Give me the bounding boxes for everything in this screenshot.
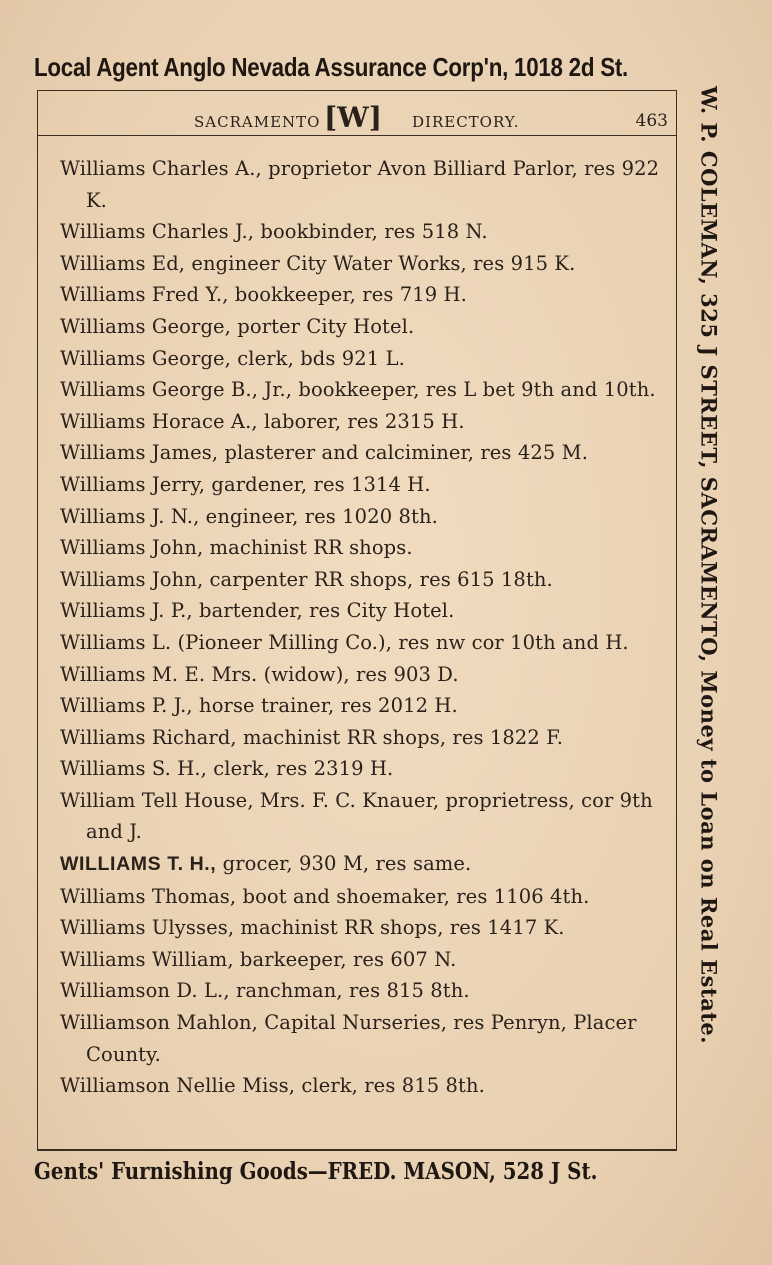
- directory-entry: Williams Charles J., bookbinder, res 518 N.: [60, 220, 488, 244]
- directory-entry: Williams J. N., engineer, res 1020 8th.: [60, 504, 438, 528]
- running-header: [38, 99, 676, 136]
- directory-entry: Williams L. (Pioneer Milling Co.), res nw cor 10th and H.: [60, 630, 629, 654]
- directory-entry: Williams John, carpenter RR shops, res 615 18th.: [60, 567, 553, 591]
- page-number: 463: [635, 111, 668, 131]
- directory-entry: Williams Horace A., laborer, res 2315 H.: [60, 409, 465, 433]
- header-letter: [W]: [324, 101, 382, 134]
- directory-entry: Williams M. E. Mrs. (widow), res 903 D.: [60, 662, 459, 686]
- entry-bold-name: WILLIAMS T. H.,: [60, 853, 217, 876]
- top-advertisement: Local Agent Anglo Nevada Assurance Corp'n, 1018 2d St.: [34, 52, 629, 82]
- directory-entry: Williams George, porter City Hotel.: [60, 314, 415, 338]
- side-advertisement: W. P. COLEMAN, 325 J STREET, SACRAMENTO, Money to Loan on Real Estate.: [696, 86, 722, 1045]
- directory-entry: Williams William, barkeeper, res 607 N.: [60, 947, 457, 971]
- directory-entry: William Tell House, Mrs. F. C. Knauer, proprietress, cor 9th and J.: [60, 788, 653, 844]
- directory-entry: Williamson Nellie Miss, clerk, res 815 8th.: [60, 1074, 485, 1098]
- directory-entry: Williams George B., Jr., bookkeeper, res L bet 9th and 10th.: [60, 378, 656, 402]
- directory-entry: Williams Richard, machinist RR shops, res 1822 F.: [60, 725, 564, 749]
- header-city: SACRAMENTO: [194, 113, 321, 131]
- directory-entry: Williams James, plasterer and calciminer, res 425 M.: [60, 441, 589, 465]
- directory-entry: Williams Fred Y., bookkeeper, res 719 H.: [60, 283, 467, 307]
- directory-entry: Williamson Mahlon, Capital Nurseries, res Penryn, Placer County.: [60, 1011, 637, 1066]
- directory-entry: Williams J. P., bartender, res City Hotel.: [60, 599, 455, 623]
- directory-entry: Williams Ulysses, machinist RR shops, res 1417 K.: [60, 916, 565, 940]
- directory-entry: Williams S. H., clerk, res 2319 H.: [60, 757, 394, 781]
- directory-entry: Williams Jerry, gardener, res 1314 H.: [60, 472, 431, 496]
- directory-entries: [60, 153, 664, 1102]
- bottom-advertisement: Gents' Furnishing Goods—FRED. MASON, 528 J St.: [34, 1158, 598, 1185]
- entry-rest: grocer, 930 M, res same.: [216, 852, 472, 876]
- directory-entry: Williams John, machinist RR shops.: [60, 536, 413, 560]
- page-frame: [37, 90, 677, 1151]
- header-directory: DIRECTORY.: [412, 113, 520, 131]
- directory-entry: Williams Charles A., proprietor Avon Billiard Parlor, res 922 K.: [60, 157, 660, 212]
- directory-entry: Williams Thomas, boot and shoemaker, res 1106 4th.: [60, 884, 590, 908]
- directory-entry: Williams Ed, engineer City Water Works, res 915 K.: [60, 251, 576, 275]
- directory-entry: [60, 848, 664, 881]
- directory-entry: Williams George, clerk, bds 921 L.: [60, 346, 405, 370]
- directory-entry: Williamson D. L., ranchman, res 815 8th.: [60, 979, 470, 1003]
- directory-entry: Williams P. J., horse trainer, res 2012 H.: [60, 694, 458, 718]
